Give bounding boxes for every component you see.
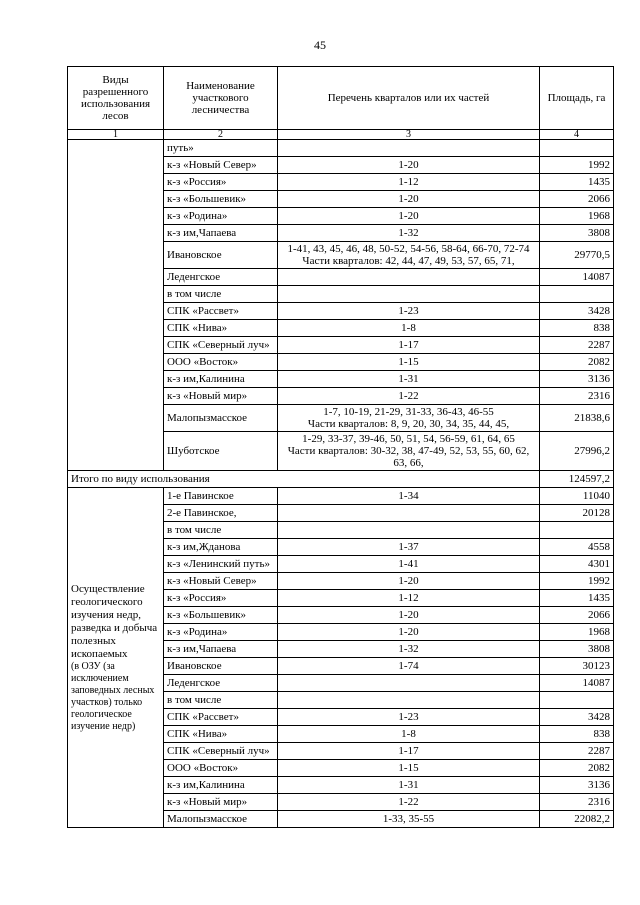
area-cell: 3136 (540, 777, 614, 794)
area-cell: 2316 (540, 388, 614, 405)
area-cell: 1992 (540, 157, 614, 174)
area-cell: 4558 (540, 539, 614, 556)
area-cell (540, 692, 614, 709)
forestry-name-cell: ООО «Восток» (164, 354, 278, 371)
forestry-name-cell: СПК «Нива» (164, 320, 278, 337)
area-cell: 1992 (540, 573, 614, 590)
quarters-cell: 1-31 (278, 777, 540, 794)
area-cell: 2316 (540, 794, 614, 811)
forestry-name-cell: к-з им,Калинина (164, 777, 278, 794)
quarters-cell (278, 286, 540, 303)
area-cell: 11040 (540, 488, 614, 505)
table-row (68, 488, 614, 505)
forestry-name-cell: к-з «Родина» (164, 208, 278, 225)
quarters-cell: 1-20 (278, 573, 540, 590)
quarters-cell: 1-22 (278, 388, 540, 405)
quarters-cell: 1-12 (278, 590, 540, 607)
column-number: 3 (278, 130, 540, 140)
area-cell: 1435 (540, 174, 614, 191)
column-number: 4 (540, 130, 614, 140)
use-type-cell (68, 140, 164, 471)
forestry-name-cell: 2-е Павинское, (164, 505, 278, 522)
area-cell: 2082 (540, 760, 614, 777)
area-cell (540, 286, 614, 303)
forestry-name-cell: СПК «Нива» (164, 726, 278, 743)
forestry-name-cell: СПК «Рассвет» (164, 709, 278, 726)
quarters-cell: 1-41 (278, 556, 540, 573)
forestry-name-cell: СПК «Рассвет» (164, 303, 278, 320)
quarters-cell: 1-32 (278, 225, 540, 242)
area-cell: 2082 (540, 354, 614, 371)
quarters-cell: 1-20 (278, 624, 540, 641)
column-number: 1 (68, 130, 164, 140)
forestry-name-cell: Малопызмасское (164, 405, 278, 432)
header-forestry-name: Наименование участкового лесничества (164, 67, 278, 130)
forestry-name-cell: к-з «Ленинский путь» (164, 556, 278, 573)
area-cell: 14087 (540, 675, 614, 692)
quarters-cell: 1-15 (278, 354, 540, 371)
area-cell: 3808 (540, 641, 614, 658)
quarters-cell: 1-20 (278, 208, 540, 225)
quarters-cell (278, 269, 540, 286)
area-cell (540, 140, 614, 157)
area-cell: 29770,5 (540, 242, 614, 269)
quarters-cell: 1-22 (278, 794, 540, 811)
column-number-row (68, 130, 614, 140)
forestry-name-cell: в том числе (164, 692, 278, 709)
quarters-cell: 1-34 (278, 488, 540, 505)
quarters-cell: 1-7, 10-19, 21-29, 31-33, 36-43, 46-55 Части кварталов: 8, 9, 20, 30, 34, 35, 44, 45, (278, 405, 540, 432)
forestry-name-cell: к-з «Новый мир» (164, 794, 278, 811)
forestry-name-cell: в том числе (164, 286, 278, 303)
area-cell: 21838,6 (540, 405, 614, 432)
forestry-name-cell: Ивановское (164, 658, 278, 675)
area-cell: 1968 (540, 624, 614, 641)
forestry-name-cell: к-з «Родина» (164, 624, 278, 641)
area-cell (540, 522, 614, 539)
quarters-cell: 1-15 (278, 760, 540, 777)
quarters-cell: 1-20 (278, 157, 540, 174)
table-header-row (68, 67, 614, 130)
area-cell: 14087 (540, 269, 614, 286)
forestry-name-cell: 1-е Павинское (164, 488, 278, 505)
forestry-name-cell: к-з «Новый Север» (164, 157, 278, 174)
area-cell: 27996,2 (540, 432, 614, 471)
forestry-name-cell: Шуботское (164, 432, 278, 471)
total-label: Итого по виду использования (68, 471, 540, 488)
area-cell: 22082,2 (540, 811, 614, 828)
forestry-name-cell: Малопызмасское (164, 811, 278, 828)
area-cell: 30123 (540, 658, 614, 675)
quarters-cell (278, 140, 540, 157)
quarters-cell (278, 675, 540, 692)
quarters-cell: 1-12 (278, 174, 540, 191)
forest-use-table (67, 66, 614, 828)
forestry-name-cell: к-з «Новый мир» (164, 388, 278, 405)
forestry-name-cell: к-з им,Жданова (164, 539, 278, 556)
area-cell: 3808 (540, 225, 614, 242)
forestry-name-cell: СПК «Северный луч» (164, 337, 278, 354)
quarters-cell (278, 522, 540, 539)
quarters-cell: 1-23 (278, 303, 540, 320)
table-row (68, 140, 614, 157)
quarters-cell: 1-20 (278, 607, 540, 624)
forestry-name-cell: к-з им,Чапаева (164, 641, 278, 658)
area-cell: 2287 (540, 337, 614, 354)
column-number: 2 (164, 130, 278, 140)
area-cell: 1968 (540, 208, 614, 225)
quarters-cell (278, 505, 540, 522)
area-cell: 2066 (540, 191, 614, 208)
header-use-type: Виды разрешенного использования лесов (68, 67, 164, 130)
total-area: 124597,2 (540, 471, 614, 488)
forestry-name-cell: в том числе (164, 522, 278, 539)
header-area: Площадь, га (540, 67, 614, 130)
area-cell: 3428 (540, 303, 614, 320)
forestry-name-cell: Леденгское (164, 269, 278, 286)
area-cell: 4301 (540, 556, 614, 573)
area-cell: 20128 (540, 505, 614, 522)
header-quarters: Перечень кварталов или их частей (278, 67, 540, 130)
forestry-name-cell: Леденгское (164, 675, 278, 692)
quarters-cell: 1-23 (278, 709, 540, 726)
quarters-cell: 1-33, 35-55 (278, 811, 540, 828)
quarters-cell: 1-31 (278, 371, 540, 388)
quarters-cell: 1-8 (278, 726, 540, 743)
forestry-name-cell: Ивановское (164, 242, 278, 269)
quarters-cell: 1-32 (278, 641, 540, 658)
quarters-cell: 1-37 (278, 539, 540, 556)
use-type-note: (в ОЗУ (за исключением заповедных лесных участков) только геологическое изучение недр) (71, 660, 155, 732)
page-number: 45 (314, 38, 326, 52)
area-cell: 2066 (540, 607, 614, 624)
quarters-cell (278, 692, 540, 709)
area-cell: 2287 (540, 743, 614, 760)
forestry-name-cell: к-з «Россия» (164, 174, 278, 191)
forestry-name-cell: к-з «Россия» (164, 590, 278, 607)
use-type-label: Осуществление геологического изучения недр, разведка и добыча полезных ископаемых (71, 582, 158, 660)
quarters-cell: 1-29, 33-37, 39-46, 50, 51, 54, 56-59, 61, 64, 65 Части кварталов: 30-32, 38, 47-49, 52, 53, 55, 60, 62, 63, 66, (278, 432, 540, 471)
total-row (68, 471, 614, 488)
forestry-name-cell: к-з «Новый Север» (164, 573, 278, 590)
use-type-cell (68, 488, 164, 828)
area-cell: 3136 (540, 371, 614, 388)
forestry-name-cell: к-з «Большевик» (164, 191, 278, 208)
forestry-name-cell: путь» (164, 140, 278, 157)
quarters-cell: 1-17 (278, 743, 540, 760)
quarters-cell: 1-8 (278, 320, 540, 337)
quarters-cell: 1-74 (278, 658, 540, 675)
area-cell: 3428 (540, 709, 614, 726)
forestry-name-cell: СПК «Северный луч» (164, 743, 278, 760)
forestry-name-cell: к-з им,Чапаева (164, 225, 278, 242)
area-cell: 1435 (540, 590, 614, 607)
quarters-cell: 1-20 (278, 191, 540, 208)
area-cell: 838 (540, 320, 614, 337)
forestry-name-cell: к-з «Большевик» (164, 607, 278, 624)
area-cell: 838 (540, 726, 614, 743)
quarters-cell: 1-41, 43, 45, 46, 48, 50-52, 54-56, 58-64, 66-70, 72-74 Части кварталов: 42, 44, 47, 49, 53, 57, 65, 71, (278, 242, 540, 269)
quarters-cell: 1-17 (278, 337, 540, 354)
forestry-name-cell: к-з им,Калинина (164, 371, 278, 388)
forestry-name-cell: ООО «Восток» (164, 760, 278, 777)
